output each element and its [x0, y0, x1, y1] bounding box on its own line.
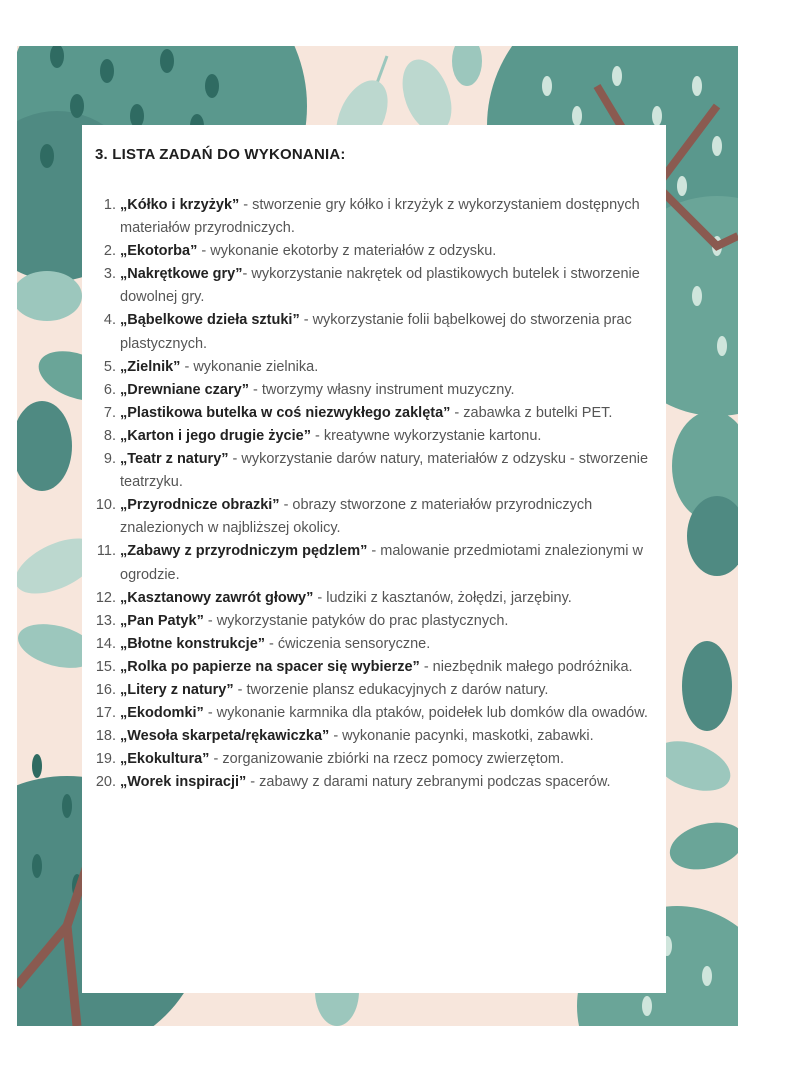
task-description: - tworzenie plansz edukacyjnych z darów natury.: [233, 681, 549, 698]
task-title: „Błotne konstrukcje”: [120, 635, 266, 652]
item-number: 16.: [95, 681, 116, 698]
task-title: „Ekodomki”: [120, 705, 204, 722]
task-description: - zabawka z butelki PET.: [450, 404, 613, 421]
task-title: „Bąbelkowe dzieła sztuki”: [120, 312, 300, 329]
task-description: - wykonanie karmnika dla ptaków, poidełek lub domków dla owadów.: [203, 705, 648, 722]
list-item: [90, 309, 655, 355]
task-title: „Worek inspiracji”: [120, 774, 247, 791]
item-number: 5.: [103, 358, 116, 375]
task-description: - niezbędnik małego podróżnika.: [419, 658, 633, 675]
task-title: „Karton i jego drugie życie”: [120, 427, 311, 444]
list-item: [90, 263, 655, 309]
task-title: „Plastikowa butelka w coś niezwykłego zaklęta”: [120, 404, 451, 421]
list-item: [90, 540, 655, 586]
task-description: - zabawy z darami natury zebranymi podczas spacerów.: [246, 774, 611, 791]
list-item: [90, 702, 655, 725]
task-title: „Ekokultura”: [120, 751, 210, 768]
item-number: 12.: [95, 589, 116, 606]
task-description: - wykorzystanie nakrętek od plastikowych butelek i stworzenie dowolnej gry.: [120, 266, 640, 306]
task-description: - wykonanie zielnika.: [180, 358, 319, 375]
task-description: - zorganizowanie zbiórki na rzecz pomocy zwierzętom.: [209, 751, 565, 768]
task-description: - kreatywne wykorzystanie kartonu.: [310, 427, 542, 444]
list-item: [90, 194, 655, 240]
task-title: „Drewniane czary”: [120, 381, 249, 398]
task-description: - ćwiczenia sensoryczne.: [265, 635, 431, 652]
item-number: 11.: [96, 543, 116, 560]
task-description: - wykorzystanie folii bąbelkowej do stworzenia prac plastycznych.: [120, 312, 632, 352]
list-item: [90, 771, 655, 794]
task-description: - stworzenie gry kółko i krzyżyk z wykorzystaniem dostępnych materiałów przyrodniczych.: [120, 197, 640, 237]
item-number: 3.: [103, 266, 116, 283]
item-number: 13.: [95, 612, 116, 629]
task-title: „Nakrętkowe gry”: [120, 266, 243, 283]
item-number: 19.: [95, 751, 116, 768]
list-item: [90, 633, 655, 656]
task-description: - obrazy stworzone z materiałów przyrodniczych znalezionych w najbliższej okolicy.: [120, 497, 593, 537]
list-item: [90, 448, 655, 494]
task-title: „Zielnik”: [120, 358, 181, 375]
item-number: 18.: [95, 728, 116, 745]
task-description: - ludziki z kasztanów, żołędzi, jarzębiny.: [313, 589, 572, 606]
list-item: [90, 379, 655, 402]
task-title: „Teatr z natury”: [120, 451, 229, 468]
list-item: [90, 240, 655, 263]
item-number: 14.: [95, 635, 116, 652]
list-item: [90, 679, 655, 702]
task-description: - wykorzystanie darów natury, materiałów z odzysku - stworzenie teatrzyku.: [120, 451, 649, 491]
task-title: „Kółko i krzyżyk”: [120, 197, 240, 213]
item-number: 6.: [103, 381, 116, 398]
task-title: „Litery z natury”: [120, 681, 234, 698]
list-item: [90, 748, 655, 771]
list-item: [90, 402, 655, 425]
task-title: „Pan Patyk”: [120, 612, 204, 629]
list-item: [90, 656, 655, 679]
task-description: - wykorzystanie patyków do prac plastycznych.: [203, 612, 509, 629]
task-description: - malowanie przedmiotami znalezionymi w ogrodzie.: [120, 543, 643, 583]
item-number: 15.: [95, 658, 116, 675]
task-list: [90, 194, 655, 794]
task-description: - wykonanie pacynki, maskotki, zabawki.: [329, 728, 594, 745]
list-item: [90, 610, 655, 633]
item-number: 7.: [103, 404, 116, 421]
task-title: „Ekotorba”: [120, 243, 198, 260]
list-item: [90, 725, 655, 748]
task-description: - tworzymy własny instrument muzyczny.: [248, 381, 515, 398]
task-title: „Wesoła skarpeta/rękawiczka”: [120, 728, 330, 745]
item-number: 4.: [103, 312, 116, 329]
item-number: 2.: [103, 243, 116, 260]
list-item: [90, 587, 655, 610]
list-item: [90, 494, 655, 540]
task-description: - wykonanie ekotorby z materiałów z odzysku.: [197, 243, 497, 260]
item-number: 9.: [103, 451, 116, 468]
task-title: „Przyrodnicze obrazki”: [120, 497, 280, 514]
item-number: 20.: [95, 774, 116, 791]
item-number: 8.: [103, 427, 116, 444]
task-title: „Kasztanowy zawrót głowy”: [120, 589, 314, 606]
item-number: 1.: [103, 197, 116, 213]
task-title: „Rolka po papierze na spacer się wybierze”: [120, 658, 420, 675]
page-heading: 3. LISTA ZADAŃ DO WYKONANIA:: [95, 146, 346, 163]
list-item: [90, 356, 655, 379]
item-number: 17.: [95, 705, 116, 722]
item-number: 10.: [95, 497, 116, 514]
task-title: „Zabawy z przyrodniczym pędzlem”: [120, 543, 368, 560]
list-item: [90, 425, 655, 448]
